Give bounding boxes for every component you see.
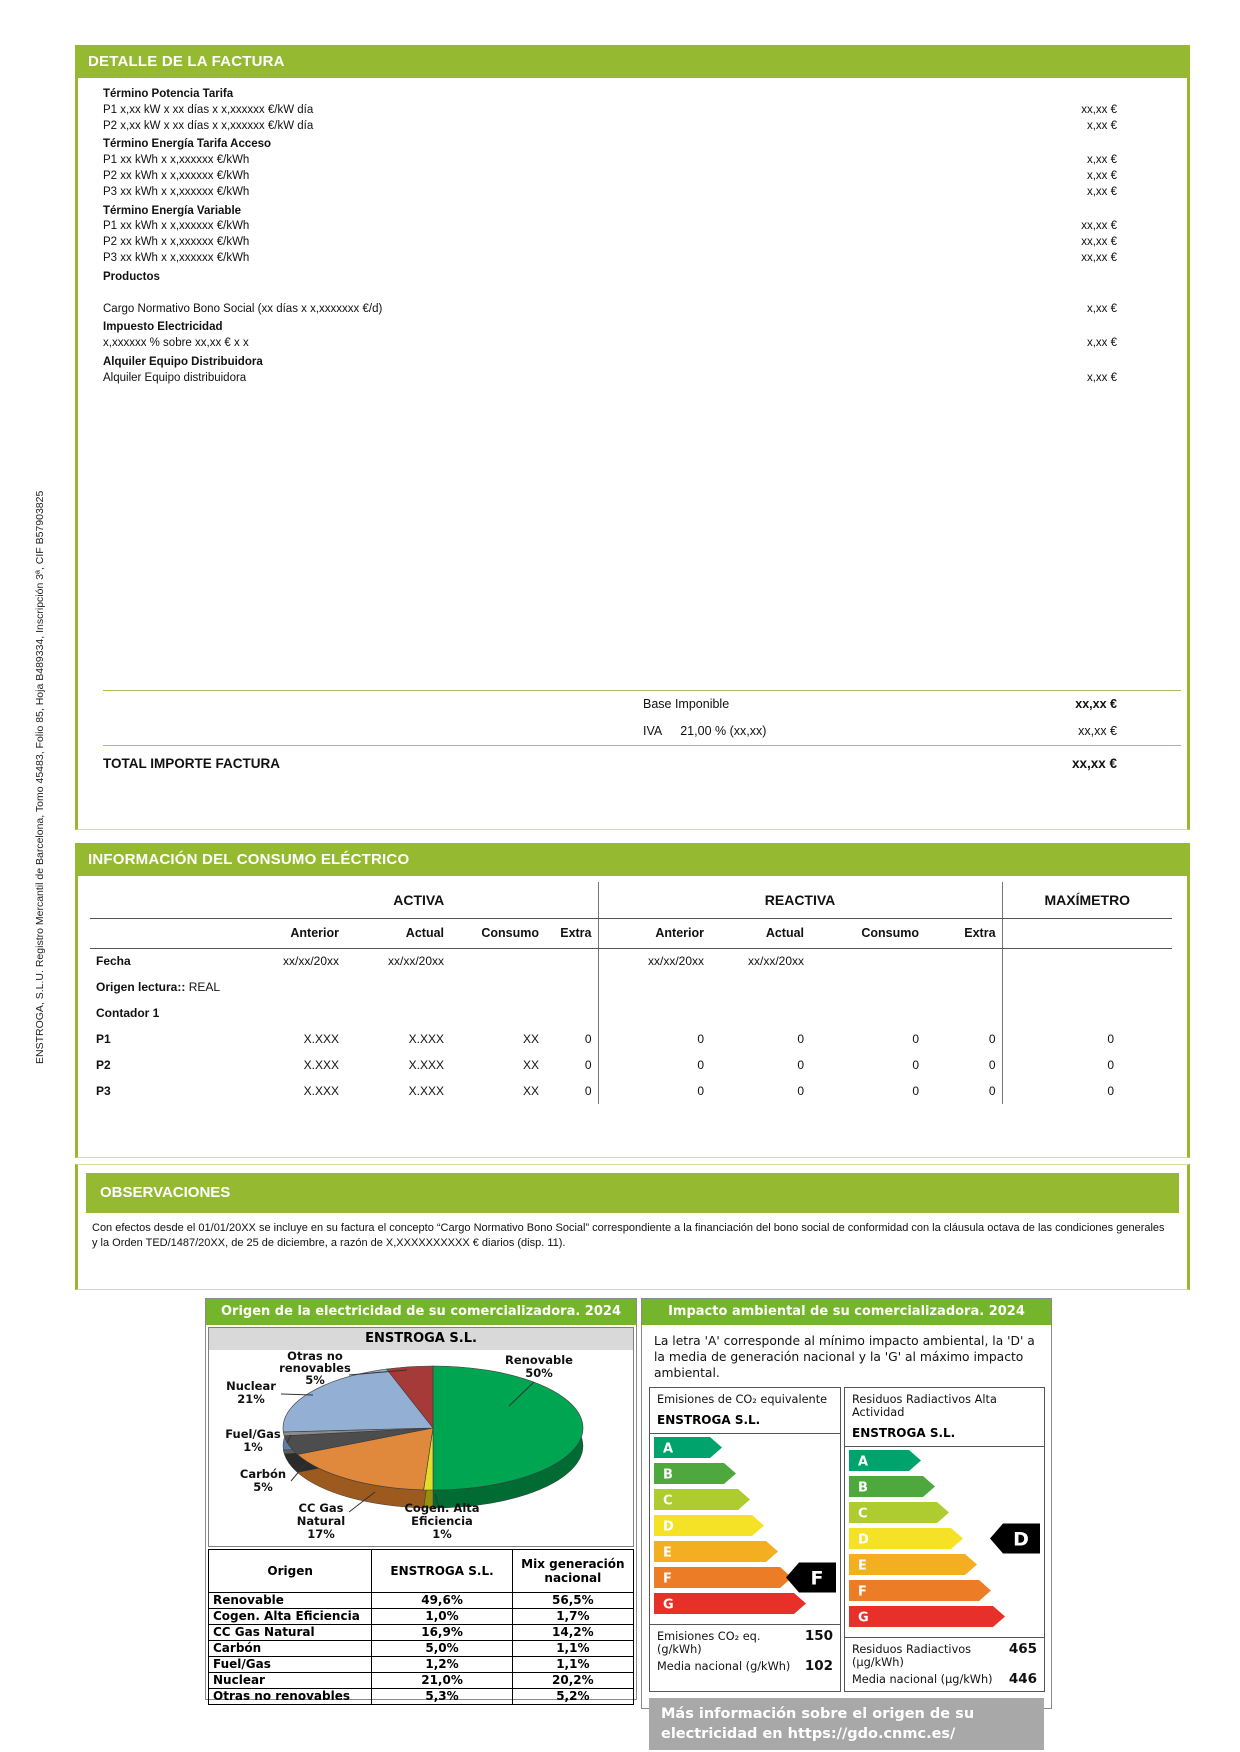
consumo-cell bbox=[450, 974, 545, 1000]
invoice-line-amount: x,xx € bbox=[1086, 337, 1117, 350]
origen-table-label: Carbón bbox=[209, 1641, 372, 1657]
pie-label: Natural bbox=[296, 1514, 346, 1528]
consumo-cell: 0 bbox=[925, 1052, 1002, 1078]
invoice-line bbox=[78, 153, 1187, 169]
scale-company-name: ENSTROGA S.L. bbox=[657, 1413, 761, 1427]
origen-table-header: Mix generación nacional bbox=[512, 1550, 633, 1593]
consumo-cell bbox=[810, 1000, 925, 1026]
group-header-maximetro: MAXÍMETRO bbox=[1002, 882, 1172, 918]
origen-subtitle: ENSTROGA S.L. bbox=[209, 1328, 633, 1350]
consumo-cell bbox=[240, 1000, 345, 1026]
origen-table-label: Otras no renovables bbox=[209, 1689, 372, 1705]
sub-header-extra: Extra bbox=[545, 918, 598, 948]
iva-label-group bbox=[643, 718, 766, 745]
origen-table-label: Cogen. Alta Eficiencia bbox=[209, 1609, 372, 1625]
iva-label: IVA bbox=[643, 724, 663, 738]
impacto-panel-title: Impacto ambiental de su comercializadora. 2024 bbox=[642, 1299, 1051, 1325]
impact-scale-box bbox=[649, 1387, 841, 1692]
origen-table-value: 14,2% bbox=[512, 1625, 633, 1641]
consumo-cell: XX bbox=[522, 1084, 539, 1098]
consumo-cell: 0 bbox=[545, 1052, 598, 1078]
invoice-line bbox=[78, 302, 1187, 318]
invoice-line-label: P1 xx kWh x x,xxxxxx €/kWh bbox=[103, 220, 250, 233]
consumo-row bbox=[90, 1026, 1172, 1052]
consumo-row bbox=[90, 1052, 1172, 1078]
consumo-cell bbox=[545, 1000, 598, 1026]
iva-detail: 21,00 % (xx,xx) bbox=[680, 724, 767, 738]
consumo-cell bbox=[810, 948, 925, 974]
pie-label: 5% bbox=[253, 1480, 273, 1494]
invoice-line bbox=[78, 320, 1187, 336]
pie-label: renovables bbox=[279, 1361, 351, 1375]
group-header-activa: ACTIVA bbox=[240, 882, 598, 918]
consumo-cell bbox=[450, 1000, 545, 1026]
consumo-cell: X.XXX bbox=[408, 1058, 444, 1072]
invoice-line-label: Alquiler Equipo Distribuidora bbox=[103, 355, 263, 368]
consumo-cell: 0 bbox=[1107, 1032, 1115, 1046]
consumo-cell: 0 bbox=[1107, 1058, 1115, 1072]
origen-table-label: CC Gas Natural bbox=[209, 1625, 372, 1641]
stat-value: 446 bbox=[1008, 1671, 1037, 1687]
invoice-line-label: P3 xx kWh x x,xxxxxx €/kWh bbox=[103, 185, 250, 198]
invoice-line-label: P2 xx kWh x x,xxxxxx €/kWh bbox=[103, 236, 250, 249]
origen-table-header-row bbox=[209, 1550, 634, 1593]
more-info-box: Más información sobre el origen de su electricidad en https://gdo.cnmc.es/ bbox=[649, 1698, 1044, 1750]
rating-arrow-e bbox=[849, 1554, 977, 1575]
rating-letter: F bbox=[663, 1571, 672, 1587]
consumo-cell: X.XXX bbox=[408, 1032, 444, 1046]
consumo-cell bbox=[925, 948, 1002, 974]
invoice-line-amount: x,xx € bbox=[1086, 371, 1117, 384]
observaciones-header bbox=[86, 1173, 1179, 1213]
consumo-cell bbox=[1002, 974, 1172, 1000]
totals-block bbox=[78, 690, 1187, 782]
origen-table-value: 16,9% bbox=[372, 1625, 512, 1641]
pie-chart-box bbox=[208, 1327, 634, 1547]
invoice-line-label: Productos bbox=[103, 270, 160, 283]
origen-pie-chart bbox=[209, 1350, 633, 1546]
origen-table-row bbox=[209, 1673, 634, 1689]
consumo-cell: 0 bbox=[912, 1032, 920, 1046]
origen-table-value: 20,2% bbox=[512, 1673, 633, 1689]
consumo-row-label: Origen lectura:: REAL bbox=[96, 980, 221, 994]
consumo-cell: XX bbox=[522, 1058, 539, 1072]
consumo-cell bbox=[810, 974, 925, 1000]
consumo-row-label: Fecha bbox=[96, 954, 131, 969]
pie-label: Renovable bbox=[505, 1353, 573, 1367]
origen-table-value: 5,0% bbox=[372, 1641, 512, 1657]
rating-letter: D bbox=[663, 1519, 674, 1535]
pie-label: 50% bbox=[525, 1366, 553, 1380]
pie-label: Nuclear bbox=[226, 1379, 276, 1393]
origen-table-header: ENSTROGA S.L. bbox=[372, 1550, 512, 1593]
rating-marker-letter: D bbox=[1013, 1528, 1029, 1551]
invoice-line-amount: x,xx € bbox=[1086, 154, 1117, 167]
rating-letter: D bbox=[858, 1532, 869, 1548]
consumo-cell: 0 bbox=[912, 1084, 920, 1098]
consumo-cell bbox=[545, 948, 598, 974]
scale-company-name: ENSTROGA S.L. bbox=[852, 1426, 956, 1440]
base-imponible-row bbox=[103, 691, 1181, 718]
stat-label: Media nacional (µg/kWh) bbox=[852, 1673, 993, 1686]
stat-value: 150 bbox=[804, 1628, 833, 1644]
consumo-section-title: INFORMACIÓN DEL CONSUMO ELÉCTRICO bbox=[88, 851, 410, 868]
rating-letter: G bbox=[858, 1610, 869, 1626]
invoice-lines bbox=[78, 87, 1187, 387]
consumo-cell: XX bbox=[522, 1032, 539, 1046]
invoice-line-label: Cargo Normativo Bono Social (xx días x x,xxxxxxx €/d) bbox=[103, 302, 383, 315]
stat-row bbox=[845, 1670, 1044, 1688]
consumo-group-header-row bbox=[90, 882, 1172, 918]
rating-letter: A bbox=[663, 1441, 674, 1457]
scale-header bbox=[650, 1388, 840, 1434]
total-amount: xx,xx € bbox=[1071, 756, 1117, 771]
consumo-cell bbox=[598, 974, 710, 1000]
origen-table-value: 1,7% bbox=[512, 1609, 633, 1625]
stat-value: 102 bbox=[804, 1658, 833, 1674]
consumo-row-label: P2 bbox=[96, 1058, 111, 1072]
scale-metric-name: Residuos Radiactivos Alta Actividad bbox=[852, 1393, 997, 1419]
consumo-cell: xx/xx/20xx bbox=[387, 954, 444, 969]
invoice-line-amount: xx,xx € bbox=[1081, 236, 1117, 249]
rating-letter: C bbox=[858, 1506, 868, 1522]
consumo-row-label-suffix: REAL bbox=[185, 980, 221, 994]
base-imponible-amount: xx,xx € bbox=[1075, 697, 1117, 711]
stat-row bbox=[650, 1627, 840, 1657]
group-header-reactiva: REACTIVA bbox=[598, 882, 1002, 918]
pie-label: 17% bbox=[307, 1527, 335, 1541]
registry-vertical-text: ENSTROGA, S.L.U. Registro Mercantil de Barcelona, Tomo 45483, Folio 85, Hoja B489334, Inscripción 3ª, CIF B57903825 bbox=[34, 490, 46, 1064]
origen-table-row bbox=[209, 1625, 634, 1641]
iva-amount: xx,xx € bbox=[1078, 724, 1117, 738]
stat-row bbox=[650, 1657, 840, 1675]
invoice-line bbox=[78, 119, 1187, 135]
invoice-line-amount: xx,xx € bbox=[1081, 103, 1117, 116]
rating-scale-chart bbox=[650, 1434, 840, 1620]
rating-letter: E bbox=[663, 1545, 672, 1561]
invoice-line bbox=[78, 87, 1187, 103]
origen-table-value: 5,3% bbox=[372, 1689, 512, 1705]
consumo-box bbox=[75, 876, 1190, 1158]
origen-table-value: 1,0% bbox=[372, 1609, 512, 1625]
origen-table-value: 1,1% bbox=[512, 1641, 633, 1657]
detalle-section-title: DETALLE DE LA FACTURA bbox=[88, 53, 285, 70]
consumo-cell bbox=[240, 974, 345, 1000]
invoice-line-label: x,xxxxxx % sobre xx,xx € x x bbox=[103, 337, 249, 350]
invoice-line-label: P2 x,xx kW x xx días x x,xxxxxx €/kW día bbox=[103, 119, 314, 132]
invoice-line bbox=[78, 204, 1187, 220]
consumo-cell: 0 bbox=[697, 1084, 705, 1098]
consumo-row bbox=[90, 974, 1172, 1000]
consumo-cell: 0 bbox=[912, 1058, 920, 1072]
sub-header-consumo: Consumo bbox=[810, 918, 925, 948]
consumo-cell: 0 bbox=[545, 1078, 598, 1104]
consumo-row-label: P3 bbox=[96, 1084, 111, 1098]
origen-table bbox=[208, 1549, 634, 1705]
invoice-line-label: Término Energía Variable bbox=[103, 204, 242, 217]
consumo-cell: 0 bbox=[797, 1058, 805, 1072]
invoice-line-amount: x,xx € bbox=[1086, 185, 1117, 198]
rating-arrow-f bbox=[849, 1580, 991, 1601]
pie-label: 1% bbox=[432, 1527, 452, 1541]
rating-arrow-g bbox=[654, 1593, 806, 1614]
origen-table-header: Origen bbox=[209, 1550, 372, 1593]
origen-table-value: 1,2% bbox=[372, 1657, 512, 1673]
iva-row bbox=[103, 718, 1181, 745]
sub-header-actual: Actual bbox=[345, 918, 450, 948]
invoice-line bbox=[78, 336, 1187, 352]
rating-letter: E bbox=[858, 1558, 867, 1574]
invoice-line bbox=[78, 235, 1187, 251]
consumo-cell: X.XXX bbox=[303, 1058, 339, 1072]
consumo-cell bbox=[450, 948, 545, 974]
origen-table-label: Nuclear bbox=[209, 1673, 372, 1689]
consumo-cell bbox=[925, 1000, 1002, 1026]
consumo-cell: 0 bbox=[697, 1032, 705, 1046]
consumo-sub-header-row bbox=[90, 918, 1172, 948]
invoice-line-label: Impuesto Electricidad bbox=[103, 321, 223, 334]
consumo-cell bbox=[710, 974, 810, 1000]
invoice-line bbox=[78, 251, 1187, 267]
pie-label: 1% bbox=[243, 1440, 263, 1454]
invoice-line-label: P1 x,xx kW x xx días x x,xxxxxx €/kW día bbox=[103, 103, 314, 116]
rating-letter: B bbox=[858, 1480, 868, 1496]
origen-table-label: Fuel/Gas bbox=[209, 1657, 372, 1673]
origen-table-row bbox=[209, 1641, 634, 1657]
consumo-cell: 0 bbox=[797, 1032, 805, 1046]
invoice-line-label: P1 xx kWh x x,xxxxxx €/kWh bbox=[103, 154, 250, 167]
invoice-line bbox=[78, 169, 1187, 185]
consumo-cell bbox=[598, 1000, 710, 1026]
consumo-cell: X.XXX bbox=[303, 1084, 339, 1098]
rating-letter: C bbox=[663, 1493, 673, 1509]
invoice-line bbox=[78, 371, 1187, 387]
consumo-row bbox=[90, 1000, 1172, 1026]
invoice-line bbox=[78, 185, 1187, 201]
scale-metric-name: Emisiones de CO₂ equivalente bbox=[657, 1393, 828, 1406]
impact-scale-box bbox=[844, 1387, 1045, 1692]
base-imponible-label: Base Imponible bbox=[643, 697, 730, 711]
observaciones-box bbox=[75, 1164, 1190, 1290]
rating-letter: A bbox=[858, 1454, 869, 1470]
consumo-cell: 0 bbox=[545, 1026, 598, 1052]
sub-header-actual: Actual bbox=[710, 918, 810, 948]
consumo-cell: X.XXX bbox=[408, 1084, 444, 1098]
origen-table-row bbox=[209, 1609, 634, 1625]
sub-header-anterior: Anterior bbox=[240, 918, 345, 948]
impacto-intro-text: La letra 'A' corresponde al mínimo impacto ambiental, la 'D' a la media de generación nacional y la 'G' al máximo impacto ambiental. bbox=[654, 1334, 1035, 1380]
consumo-row-label: P1 bbox=[96, 1032, 111, 1046]
invoice-line bbox=[78, 103, 1187, 119]
consumo-cell: xx/xx/20xx bbox=[282, 954, 339, 969]
origen-table-value: 21,0% bbox=[372, 1673, 512, 1689]
pie-label: Carbón bbox=[239, 1467, 287, 1481]
pie-label: Otras no bbox=[287, 1350, 343, 1363]
consumo-cell bbox=[1002, 948, 1172, 974]
sub-header-consumo: Consumo bbox=[450, 918, 545, 948]
rating-scale-chart bbox=[845, 1447, 1044, 1633]
origen-table-value: 1,1% bbox=[512, 1657, 633, 1673]
rating-arrow-e bbox=[654, 1541, 778, 1562]
consumo-cell: 0 bbox=[697, 1058, 705, 1072]
detalle-box bbox=[75, 78, 1190, 830]
consumo-cell bbox=[710, 1000, 810, 1026]
rating-letter: B bbox=[663, 1467, 673, 1483]
invoice-line-amount: x,xx € bbox=[1086, 302, 1117, 315]
rating-arrow-f bbox=[654, 1567, 792, 1588]
consumo-cell: 0 bbox=[925, 1078, 1002, 1104]
pie-label: CC Gas bbox=[298, 1501, 344, 1515]
invoice-line bbox=[78, 270, 1187, 286]
invoice-line-label: P2 xx kWh x x,xxxxxx €/kWh bbox=[103, 169, 250, 182]
consumo-cell bbox=[545, 974, 598, 1000]
stat-row bbox=[845, 1640, 1044, 1670]
invoice-line bbox=[78, 219, 1187, 235]
consumo-cell bbox=[345, 1000, 450, 1026]
sub-header-extra: Extra bbox=[925, 918, 1002, 948]
invoice-line bbox=[78, 286, 1187, 302]
pie-label: Cogen. Alta bbox=[404, 1501, 480, 1515]
invoice-line-label: Término Potencia Tarifa bbox=[103, 88, 234, 100]
origen-table-row bbox=[209, 1657, 634, 1673]
pie-label: Fuel/Gas bbox=[225, 1427, 281, 1441]
rating-arrow-g bbox=[849, 1606, 1005, 1627]
consumo-table bbox=[90, 882, 1172, 1104]
scale-footer bbox=[845, 1637, 1044, 1691]
consumo-cell: 0 bbox=[797, 1084, 805, 1098]
impacto-scales bbox=[649, 1387, 1044, 1692]
pie-label: 21% bbox=[237, 1392, 265, 1406]
stat-label: Emisiones CO₂ eq. (g/kWh) bbox=[657, 1630, 761, 1656]
consumo-cell: X.XXX bbox=[303, 1032, 339, 1046]
stat-value: 465 bbox=[1008, 1641, 1037, 1657]
consumo-row bbox=[90, 1078, 1172, 1104]
origen-panel-title: Origen de la electricidad de su comercializadora. 2024 bbox=[206, 1299, 636, 1325]
origen-table-row bbox=[209, 1593, 634, 1609]
stat-label: Residuos Radiactivos (µg/kWh) bbox=[852, 1643, 972, 1669]
consumo-cell: xx/xx/20xx bbox=[648, 954, 705, 969]
consumo-section-header bbox=[75, 843, 1190, 876]
invoice-line bbox=[78, 355, 1187, 371]
detalle-section-header bbox=[75, 45, 1190, 78]
rating-letter: F bbox=[858, 1584, 867, 1600]
total-label: TOTAL IMPORTE FACTURA bbox=[103, 756, 280, 771]
pie-label: 5% bbox=[305, 1373, 325, 1387]
rating-marker-letter: F bbox=[810, 1567, 824, 1590]
invoice-line bbox=[78, 137, 1187, 153]
consumo-cell: 0 bbox=[1107, 1084, 1115, 1098]
consumo-cell bbox=[925, 974, 1002, 1000]
consumo-cell bbox=[1002, 1000, 1172, 1026]
invoice-line-amount: x,xx € bbox=[1086, 169, 1117, 182]
consumo-cell bbox=[345, 974, 450, 1000]
scale-header bbox=[845, 1388, 1044, 1447]
consumo-cell: xx/xx/20xx bbox=[748, 954, 805, 969]
total-row bbox=[103, 746, 1181, 782]
consumo-row-label: Contador 1 bbox=[96, 1006, 160, 1020]
rating-letter: G bbox=[663, 1597, 674, 1613]
origen-table-row bbox=[209, 1689, 634, 1705]
invoice-line-label: P3 xx kWh x x,xxxxxx €/kWh bbox=[103, 251, 250, 264]
stat-label: Media nacional (g/kWh) bbox=[657, 1660, 791, 1673]
scale-footer bbox=[650, 1624, 840, 1678]
observaciones-title: OBSERVACIONES bbox=[100, 1184, 231, 1201]
origen-panel bbox=[205, 1298, 637, 1704]
invoice-line-label: Término Energía Tarifa Acceso bbox=[103, 138, 272, 151]
impacto-panel bbox=[641, 1298, 1052, 1742]
consumo-row bbox=[90, 948, 1172, 974]
origen-table-value: 56,5% bbox=[512, 1593, 633, 1609]
origen-table-value: 49,6% bbox=[372, 1593, 512, 1609]
sub-header-anterior: Anterior bbox=[598, 918, 710, 948]
invoice-line-amount: xx,xx € bbox=[1081, 251, 1117, 264]
origen-table-label: Renovable bbox=[209, 1593, 372, 1609]
invoice-line-amount: x,xx € bbox=[1086, 119, 1117, 132]
pie-label: Eficiencia bbox=[411, 1514, 473, 1528]
observaciones-text: Con efectos desde el 01/01/20XX se incluye en su factura el concepto “Cargo Normativo Bono Social” correspondiente a la financiación del bono social de conformidad con la cláusula octava de las condiciones generales y la Orden TED/1487/20XX, de 25 de diciembre, a razón de X,XXXXXXXXXX € diarios (disp. 11). bbox=[92, 1222, 1165, 1249]
consumo-cell: 0 bbox=[925, 1026, 1002, 1052]
origen-table-value: 5,2% bbox=[512, 1689, 633, 1705]
invoice-line-label: Alquiler Equipo distribuidora bbox=[103, 371, 247, 384]
invoice-line-amount: xx,xx € bbox=[1081, 220, 1117, 233]
